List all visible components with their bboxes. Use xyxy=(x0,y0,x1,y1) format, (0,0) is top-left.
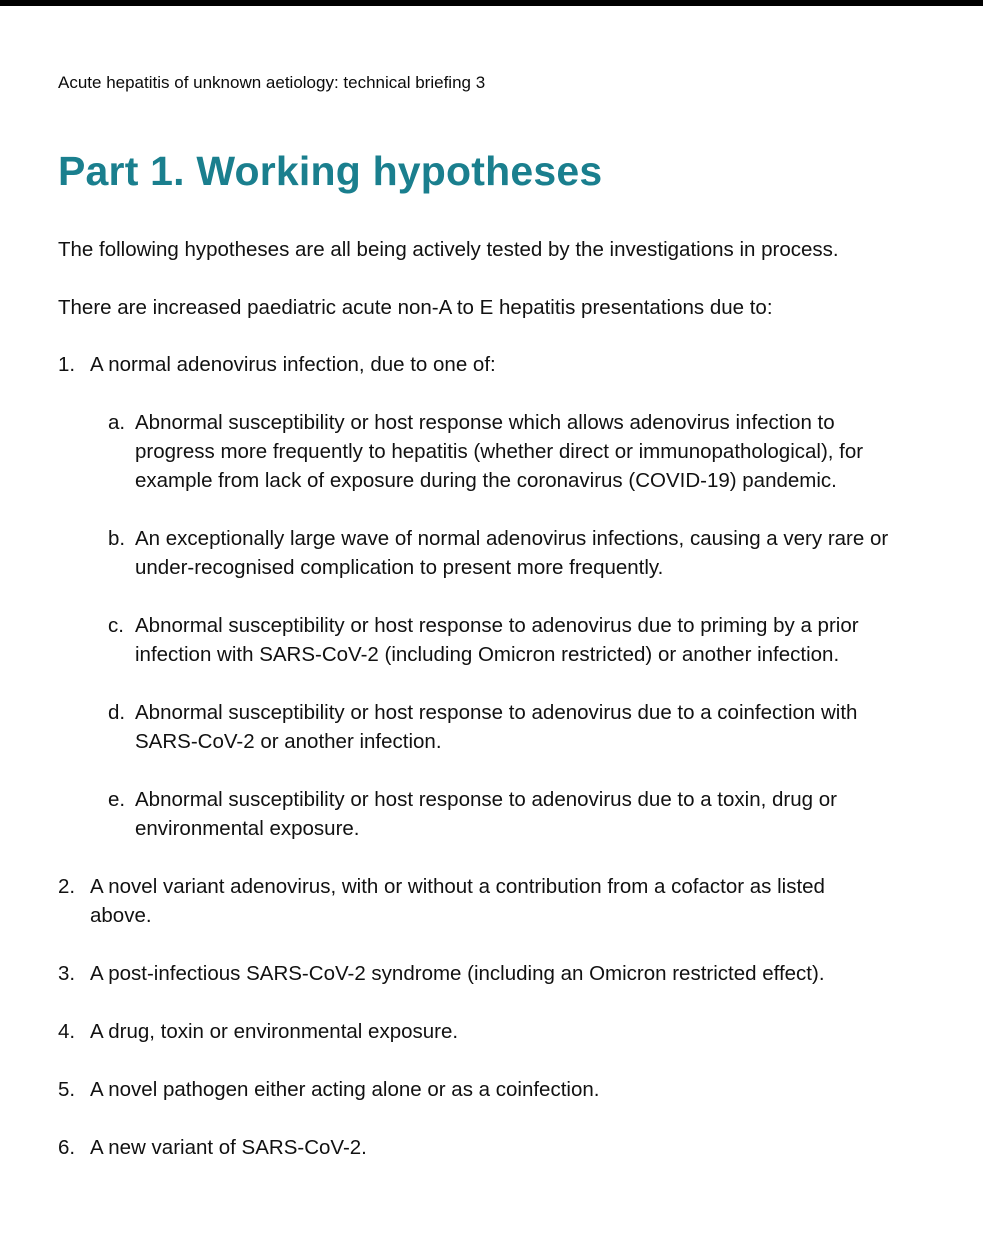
sub-hypothesis-text: Abnormal susceptibility or host response to adenovirus due to a coinfection with SARS-CoV-2 or another infection. xyxy=(135,701,858,753)
hypothesis-text: A novel variant adenovirus, with or without a contribution from a cofactor as listed above. xyxy=(90,875,825,927)
hypothesis-text: A drug, toxin or environmental exposure. xyxy=(90,1020,459,1043)
list-number: 2. xyxy=(58,875,76,898)
sub-hypothesis-text: Abnormal susceptibility or host response which allows adenovirus infection to progress more frequently to hepatitis (whether direct or immunopathological), for example from lack of exposure during the coronavirus (COVID-19) pandemic. xyxy=(135,411,864,492)
hypothesis-text: A novel pathogen either acting alone or as a coinfection. xyxy=(90,1078,600,1101)
list-number: 1. xyxy=(58,353,76,376)
list-number: 5. xyxy=(58,1078,76,1101)
sub-hypothesis-text: An exceptionally large wave of normal adenovirus infections, causing a very rare or under-recognised complication to present more frequently. xyxy=(135,527,889,579)
hypothesis-text: A new variant of SARS-CoV-2. xyxy=(90,1136,367,1159)
lead-in-paragraph: There are increased paediatric acute non-A to E hepatitis presentations due to: xyxy=(58,296,773,319)
list-number: 4. xyxy=(58,1020,76,1043)
list-letter: c. xyxy=(108,614,124,637)
page-title: Part 1. Working hypotheses xyxy=(58,148,603,194)
list-letter: a. xyxy=(108,411,126,434)
hypothesis-text: A post-infectious SARS-CoV-2 syndrome (including an Omicron restricted effect). xyxy=(90,962,825,985)
running-header: Acute hepatitis of unknown aetiology: technical briefing 3 xyxy=(58,73,486,92)
list-letter: d. xyxy=(108,701,126,724)
hypothesis-text: A normal adenovirus infection, due to one of: xyxy=(90,353,496,376)
top-edge-bar xyxy=(0,0,983,6)
list-letter: e. xyxy=(108,788,126,811)
list-number: 3. xyxy=(58,962,76,985)
sub-hypothesis-text: Abnormal susceptibility or host response to adenovirus due to priming by a prior infection with SARS-CoV-2 (including Omicron restricted) or another infection. xyxy=(135,614,859,666)
list-letter: b. xyxy=(108,527,126,550)
intro-paragraph: The following hypotheses are all being actively tested by the investigations in process. xyxy=(58,238,839,261)
sub-hypothesis-text: Abnormal susceptibility or host response to adenovirus due to a toxin, drug or environmental exposure. xyxy=(135,788,837,840)
list-number: 6. xyxy=(58,1136,76,1159)
